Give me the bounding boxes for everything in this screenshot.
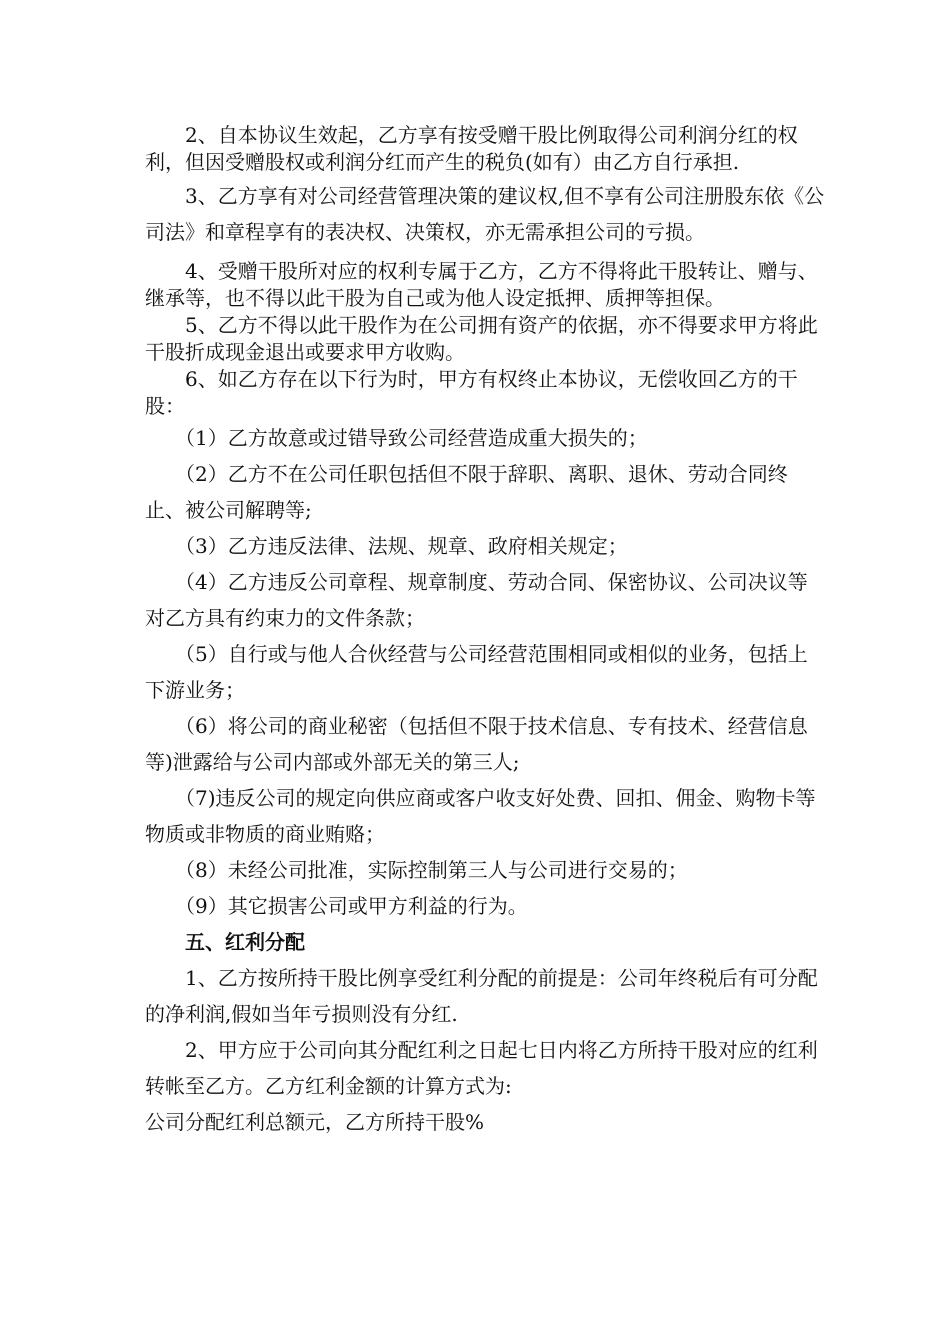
section-heading-dividends: 五、红利分配 (185, 930, 305, 954)
paragraph-clause-2: 2、自本协议生效起，乙方享有按受赠干股比例取得公司利润分红的权利，但因受赠股权或利润分红而产生的税负(如有）由乙方自行承担. (145, 123, 798, 174)
paragraph-clause-5: 5、乙方不得以此干股作为在公司拥有资产的依据，亦不得要求甲方将此干股折成现金退出或要求甲方收购。 (145, 313, 818, 364)
list-item-6: （6）将公司的商业秘密（包括但不限于技术信息、专有技术、经营信息等)泄露给与公司内部或外部无关的第三人; (145, 714, 808, 774)
list-item-5: （5）自行或与他人合伙经营与公司经营范围相同或相似的业务，包括上下游业务； (145, 642, 808, 702)
document-body (145, 122, 825, 1140)
list-item-4: （4）乙方违反公司章程、规章制度、劳动合同、保密协议、公司决议等对乙方具有约束力的文件条款； (145, 570, 808, 630)
paragraph-clause-4: 4、受赠干股所对应的权利专属于乙方，乙方不得将此干股转让、赠与、继承等，也不得以此干股为自己或为他人设定抵押、质押等担保。 (145, 259, 818, 310)
list-item-7: （7)违反公司的规定向供应商或客户收支好处费、回扣、佣金、购物卡等物质或非物质的商业贿赂； (145, 786, 816, 846)
list-item-2: （2）乙方不在公司任职包括但不限于辞职、离职、退休、劳动合同终止、被公司解聘等; (145, 462, 788, 522)
list-item-9: （9）其它损害公司或甲方利益的行为。 (175, 894, 528, 918)
paragraph-clause-3: 3、乙方享有对公司经营管理决策的建议权,但不享有公司注册股东依《公司法》和章程享有的表决权、决策权，亦无需承担公司的亏损。 (145, 184, 825, 244)
list-item-1: （1）乙方故意或过错导致公司经营造成重大损失的； (175, 426, 648, 450)
paragraph-dividend-2: 2、甲方应于公司向其分配红利之日起七日内将乙方所持干股对应的红利转帐至乙方。乙方红利金额的计算方式为: (145, 1038, 818, 1098)
paragraph-dividend-formula: 公司分配红利总额元，乙方所持干股% (145, 1110, 485, 1134)
paragraph-dividend-1: 1、乙方按所持干股比例享受红利分配的前提是：公司年终税后有可分配的净利润,假如当年亏损则没有分红. (145, 966, 818, 1026)
list-item-3: （3）乙方违反法律、法规、规章、政府相关规定； (175, 534, 628, 558)
list-item-8: （8）未经公司批准，实际控制第三人与公司进行交易的； (175, 858, 688, 882)
paragraph-clause-6: 6、如乙方存在以下行为时，甲方有权终止本协议，无偿收回乙方的干股： (145, 367, 798, 418)
